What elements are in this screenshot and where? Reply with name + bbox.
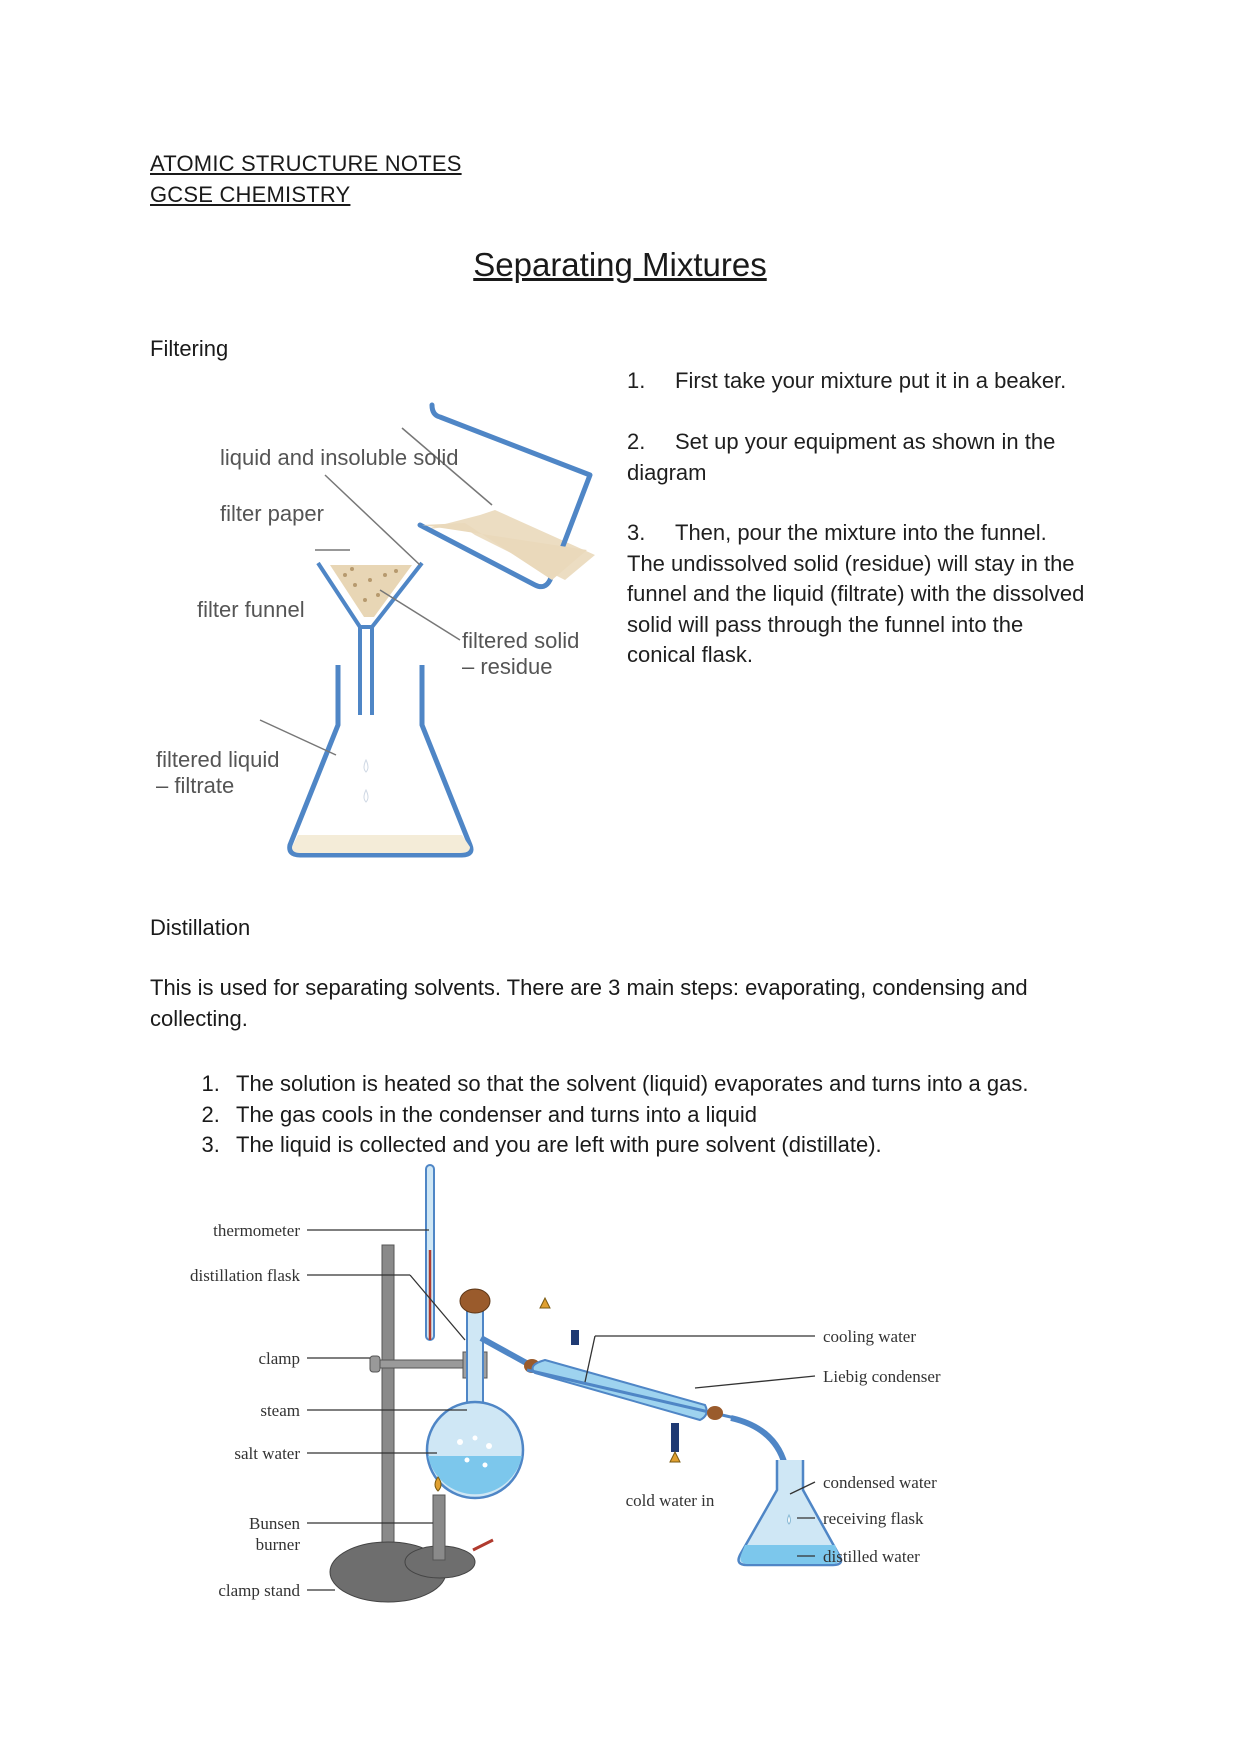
arrow-water-in-icon bbox=[670, 1452, 680, 1462]
label-cold-water-in: cold water in bbox=[625, 1491, 715, 1510]
label-liquid-solid: liquid and insoluble solid bbox=[220, 445, 459, 470]
conical-flask bbox=[290, 665, 471, 855]
label-distillation-flask: distillation flask bbox=[189, 1266, 300, 1285]
label-filter-paper: filter paper bbox=[220, 501, 324, 526]
leader-filter-paper bbox=[325, 475, 420, 565]
section-heading-distillation: Distillation bbox=[150, 915, 251, 940]
distillation-steps bbox=[150, 1069, 1028, 1161]
label-steam: steam bbox=[260, 1401, 300, 1420]
leader-liebig bbox=[695, 1376, 815, 1388]
label-thermometer: thermometer bbox=[213, 1221, 300, 1240]
distillation-diagram bbox=[175, 1160, 1035, 1610]
label-condensed-water: condensed water bbox=[823, 1473, 937, 1492]
label-clamp: clamp bbox=[258, 1349, 300, 1368]
filter-step-3: 3. Then, pour the mixture into the funnel. The undissolved solid (residue) will stay in the funnel and the liquid (filtrate) with the dissolved solid will pass through the funnel into the conical flask. bbox=[627, 520, 1085, 667]
label-filtered-liquid: filtered liquid bbox=[156, 747, 280, 772]
label-distilled-water: distilled water bbox=[823, 1547, 920, 1566]
course-title: ATOMIC STRUCTURE NOTES bbox=[150, 151, 462, 176]
filter-step-2: 2. Set up your equipment as shown in the diagram bbox=[627, 429, 1056, 485]
filter-funnel bbox=[318, 563, 422, 715]
label-receiving-flask: receiving flask bbox=[823, 1509, 924, 1528]
distillation-step: 2. The gas cools in the condenser and turns into a liquid bbox=[226, 1100, 1028, 1131]
label-residue: – residue bbox=[462, 654, 553, 679]
distillation-step: 1. The solution is heated so that the solvent (liquid) evaporates and turns into a gas. bbox=[226, 1069, 1028, 1100]
beaker bbox=[420, 405, 597, 587]
liebig-condenser bbox=[481, 1330, 785, 1465]
filter-step-1: 1. First take your mixture put it in a beaker. bbox=[627, 368, 1067, 393]
subject-title: GCSE CHEMISTRY bbox=[150, 182, 351, 207]
distillation-step: 3. The liquid is collected and you are left with pure solvent (distillate). bbox=[226, 1130, 1028, 1161]
label-filter-funnel: filter funnel bbox=[197, 597, 305, 622]
section-heading-filtering: Filtering bbox=[150, 336, 229, 361]
filtration-diagram bbox=[140, 385, 610, 865]
label-clamp-stand: clamp stand bbox=[218, 1581, 300, 1600]
label-bunsen: Bunsen bbox=[249, 1514, 300, 1533]
distillation-flask bbox=[427, 1289, 523, 1498]
distillation-intro: This is used for separating solvents. There are 3 main steps: evaporating, condensing and collecting. bbox=[150, 975, 1028, 1031]
label-burner: burner bbox=[255, 1535, 300, 1554]
label-filtered-solid: filtered solid bbox=[462, 628, 580, 653]
label-filtrate: – filtrate bbox=[156, 773, 235, 798]
leader-distillation-flask-2 bbox=[410, 1275, 465, 1340]
arrow-water-out-icon bbox=[540, 1298, 550, 1308]
leader-filtered-solid bbox=[380, 590, 460, 640]
thermometer bbox=[426, 1165, 434, 1340]
label-liebig: Liebig condenser bbox=[823, 1367, 941, 1386]
page-title: Separating Mixtures bbox=[473, 246, 767, 283]
label-cooling-water: cooling water bbox=[823, 1327, 916, 1346]
label-salt-water: salt water bbox=[234, 1444, 300, 1463]
